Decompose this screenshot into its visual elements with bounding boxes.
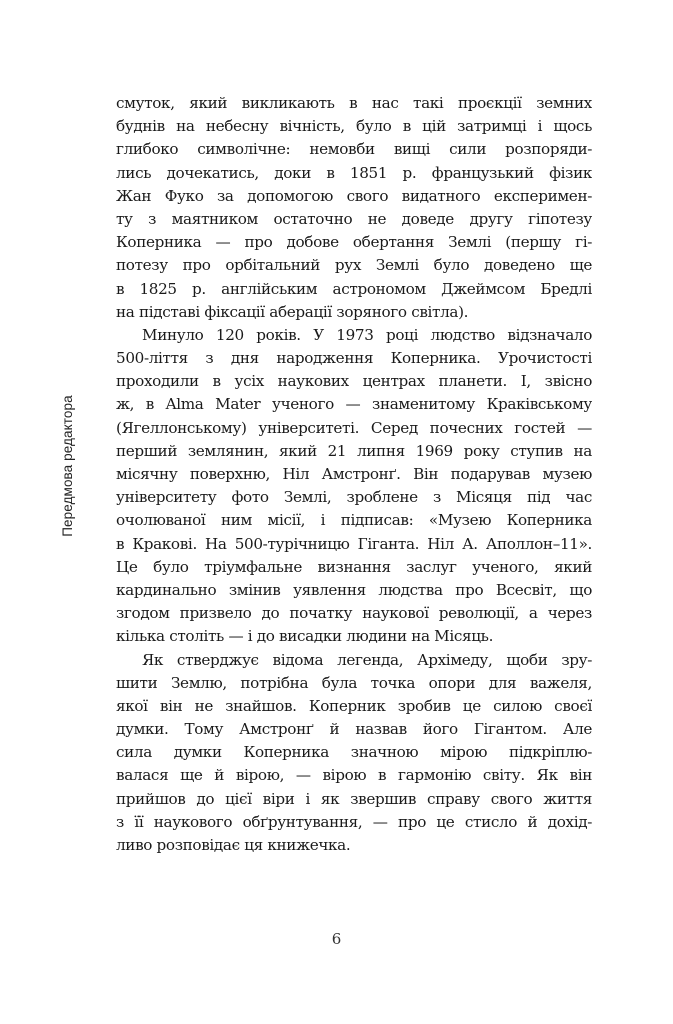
- text-line: валася ще й вірою, — вірою в гармонію світу. Як він: [116, 766, 592, 785]
- paragraph: [116, 324, 592, 649]
- text-line: сила думки Коперника значною мірою підкріплю-: [116, 743, 592, 762]
- paragraph: [116, 649, 592, 858]
- text-line: з її наукового обґрунтування, — про це стисло й дохід-: [116, 812, 592, 831]
- text-line: проходили в усіх наукових центрах планети. І, звісно: [116, 372, 592, 391]
- text-line: перший землянин, який 21 липня 1969 року ступив на: [116, 441, 592, 460]
- text-line: (Ягеллонському) університеті. Серед почесних гостей —: [116, 418, 592, 437]
- text-line: смуток, який викликають в нас такі проєкції земних: [116, 94, 592, 112]
- text-line: університету фото Землі, зроблене з Місяця під час: [116, 488, 592, 507]
- text-line: якої він не знайшов. Коперник зробив це силою своєї: [116, 696, 592, 715]
- page-number: 6: [331, 930, 342, 948]
- running-header-section-title: Передмова редактора: [60, 395, 75, 537]
- text-line: думки. Тому Амстронґ й назвав його Гігантом. Але: [116, 720, 592, 739]
- text-line: ливо розповідає ця книжечка.: [116, 836, 351, 854]
- text-line: 500-ліття з дня народження Коперника. Урочистості: [116, 349, 592, 368]
- text-line: на підставі фіксації аберації зоряного світла).: [116, 302, 469, 321]
- text-line: ту з маятником остаточно не доведе другу гіпотезу: [116, 209, 592, 228]
- text-line: буднів на небесну вічність, було в цій затримці і щось: [116, 117, 592, 136]
- body-text: [116, 92, 592, 857]
- text-line: в 1825 р. англійським астрономом Джеймсом Бредлі: [116, 279, 592, 298]
- text-line: згодом призвело до початку наукової революції, а через: [116, 604, 592, 623]
- text-line: очолюваної ним місії, і підписав: «Музею Коперника: [116, 511, 592, 530]
- text-line: Як стверджує відома легенда, Архімеду, щоби зру-: [142, 650, 592, 669]
- text-line: місячну поверхню, Ніл Амстронґ. Він подарував музею: [116, 465, 592, 483]
- text-line: ж, в Alma Mater ученого — знаменитому Краківському: [116, 395, 592, 414]
- paragraph: [116, 92, 592, 324]
- text-line: Це було тріумфальне визнання заслуг ученого, який: [116, 557, 592, 576]
- text-line: потезу про орбітальний рух Землі було доведено ще: [116, 256, 592, 275]
- text-line: Минуло 120 років. У 1973 році людство відзначало: [142, 325, 592, 344]
- text-line: кілька століть — і до висадки людини на Місяць.: [116, 627, 494, 646]
- text-line: шити Землю, потрібна була точка опори для важеля,: [116, 673, 592, 692]
- text-line: глибоко символічне: немовби вищі сили розпоряди-: [116, 140, 592, 159]
- text-line: Жан Фуко за допомогою свого видатного експеримен-: [116, 186, 592, 205]
- text-line: Коперника — про добове обертання Землі (першу гі-: [116, 233, 592, 252]
- text-line: кардинально змінив уявлення людства про Всесвіт, що: [116, 580, 592, 599]
- text-line: лись дочекатись, доки в 1851 р. французький фізик: [116, 163, 592, 182]
- text-line: в Кракові. На 500-турічницю Гіганта. Ніл А. Аполлон–11».: [116, 534, 592, 553]
- text-line: прийшов до цієї віри і як звершив справу свого життя: [116, 789, 592, 808]
